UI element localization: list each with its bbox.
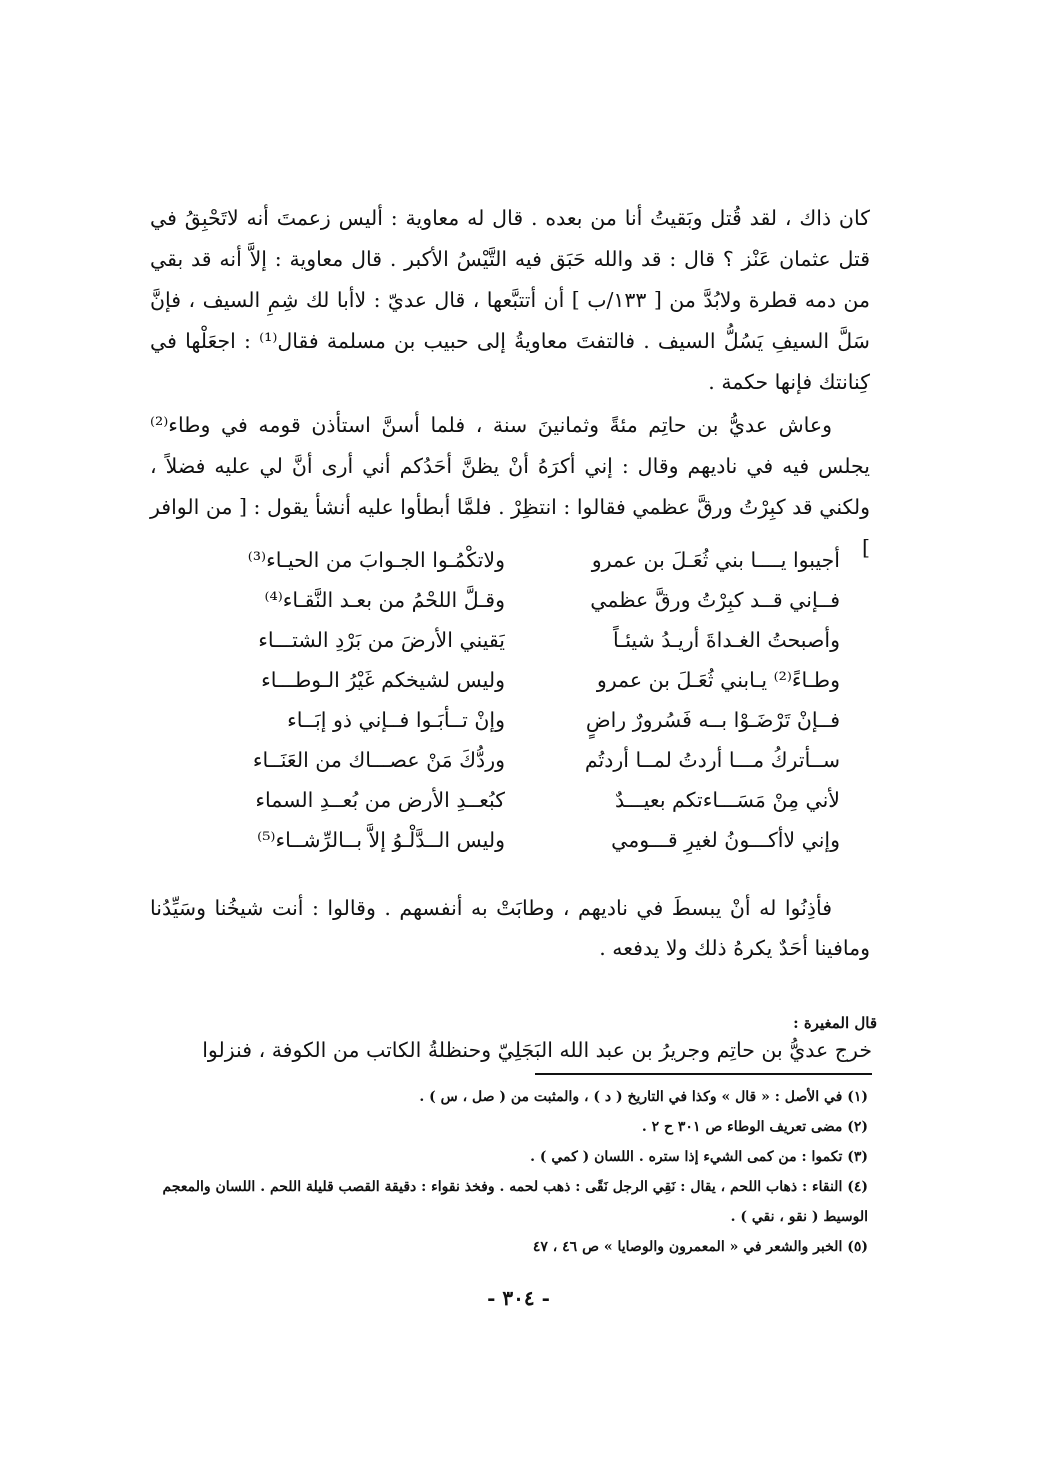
verse-second-hemistich: وردُّكَ مَنْ عصـــاك من العَنَــاء: [252, 748, 505, 772]
verse-first-hemistich: فــإني قــد كبِرْتُ ورقَّ عظمي: [590, 588, 840, 612]
verse: [200, 700, 840, 740]
page-number: - ٣٠٤ -: [487, 1286, 550, 1310]
verse-second-hemistich: وقـلَّ اللحْمُ من بعـد النَّقـاء⁽⁴⁾: [264, 588, 505, 612]
verse-second-hemistich: كبُعــدِ الأرض من بُعــدِ السماء: [255, 788, 505, 812]
verse: [200, 780, 840, 820]
verse-first-hemistich: ســأتركُ مـــا أردتُ لمــا أردتُم: [584, 748, 840, 772]
verse-second-hemistich: وليس لشيخكم غَيْرُ الـوطـــاء: [261, 668, 505, 692]
footnote: (٤) النقاء : ذهاب اللحم ، يقال : نَقِي الرجل نَقًى : ذهب لحمه . وفخذ نقواء : دقيقة القصب قليلة اللحم . اللسان والمعجم الوسيط ( نقو ، نقي ) .: [162, 1179, 868, 1225]
verse: [200, 660, 840, 700]
verse-first-hemistich: أجيبوا يــــا بني ثُعَـلَ بن عمرو: [591, 548, 840, 572]
footnote: (٢) مضى تعريف الوطاء ص ٣٠١ ح ٢ .: [641, 1119, 868, 1135]
verse-second-hemistich: يَقيني الأرضَ من بَرْدِ الشتـــاء: [258, 628, 505, 652]
verse-first-hemistich: لأني مِنْ مَسَـــاءتكم بعيـــدٌ: [614, 788, 840, 812]
verse: [200, 620, 840, 660]
section-first-line: خرج عديُّ بن حاتِم وجريرُ بن عبد الله البَجَلِيّ وحنظلةُ الكاتب من الكوفة ، فنزلوا: [202, 1038, 872, 1062]
paragraph: وعاش عديُّ بن حاتِم مئةً وثمانينَ سنة ، فلما أسنَّ استأذن قومه في وطاء⁽²⁾ يجلس فيه في ناديهم وقال : إني أكرَهُ أنْ يظنَّ أحَدُكم أني أرى أنَّ لي عليه فضلاً ، ولكني قد كبِرْتُ ورقَّ عظمي فقالوا : انتظِرْ . فلمَّا أبطأوا عليه أنشأ يقول : [ من الوافر ]: [150, 413, 870, 560]
verse-first-hemistich: وطـاءً⁽²⁾ يـابني ثُعَـلَ بن عمرو: [596, 668, 840, 692]
verse-second-hemistich: وإنْ تــأبَـوا فــإني ذو إبَــاء: [287, 708, 505, 732]
verse: [200, 580, 840, 620]
paragraph: كان ذاك ، لقد قُتل وبَقيتُ أنا من بعده . قال له معاوية : أليس زعمتَ أنه لاتَحْبِقُ في قتل عثمان عَنْز ؟ قال : قد والله حَبَق فيه التَّيْسُ الأكبر . قال معاوية : إلاَّ أنه قد بقي من دمه قطرة ولابُدَّ من [ ١٣٣/ب ] أن أتتبَّعها ، قال عديّ : لاأبا لك شِمِ السيف ، فإنَّ سَلَّ السيفِ يَسُلُّ السيف . فالتفتَ معاويةُ إلى حبيب بن مسلمة فقال⁽¹⁾ : اجعَلْها في كِنانتك فإنها حكمة .: [150, 206, 871, 394]
after-poem-text: [150, 888, 870, 968]
paragraph: فأذِنُوا له أنْ يبسطَ في ناديهم ، وطابَتْ به أنفسهم . وقالوا : أنت شيخُنا وسَيِّدُنا ومافينا أحَدٌ يكرهُ ذلك ولا يدفعه .: [150, 896, 870, 960]
verse: [200, 540, 840, 580]
footnotes: [150, 1082, 868, 1262]
verse: [200, 740, 840, 780]
verse-second-hemistich: وليس الــدَّلْـوُ إلاَّ بــالرِّشــاء⁽⁵⁾: [257, 828, 505, 852]
footnote-divider: [535, 1073, 872, 1075]
poem: [200, 540, 840, 860]
verse-first-hemistich: وإني لاأكـــونُ لغيرِ قـــومي: [611, 828, 840, 852]
verse: [200, 820, 840, 860]
main-text: [150, 198, 870, 569]
footnote: (٥) الخبر والشعر في « المعمرون والوصايا » ص ٤٦ ، ٤٧: [532, 1239, 868, 1255]
footnote: (١) في الأصل : « قال » وكذا في التاريخ ( د ) ، والمثبت من ( صل ، س ) .: [419, 1089, 868, 1105]
section-heading: قال المغيرة :: [793, 1014, 877, 1032]
footnote: (٣) تكموا : من كمى الشيء إذا ستره . اللسان ( كمي ) .: [530, 1149, 868, 1165]
verse-first-hemistich: فــإنْ تَرْضَـوْا بــه فَسُرورٌ راضٍ: [585, 708, 840, 732]
verse-first-hemistich: وأصبحتُ الغـداةَ أريـدُ شيئـاً: [612, 628, 840, 652]
verse-second-hemistich: ولاتكْمُـوا الجـوابَ من الحيـاء⁽³⁾: [247, 548, 505, 572]
